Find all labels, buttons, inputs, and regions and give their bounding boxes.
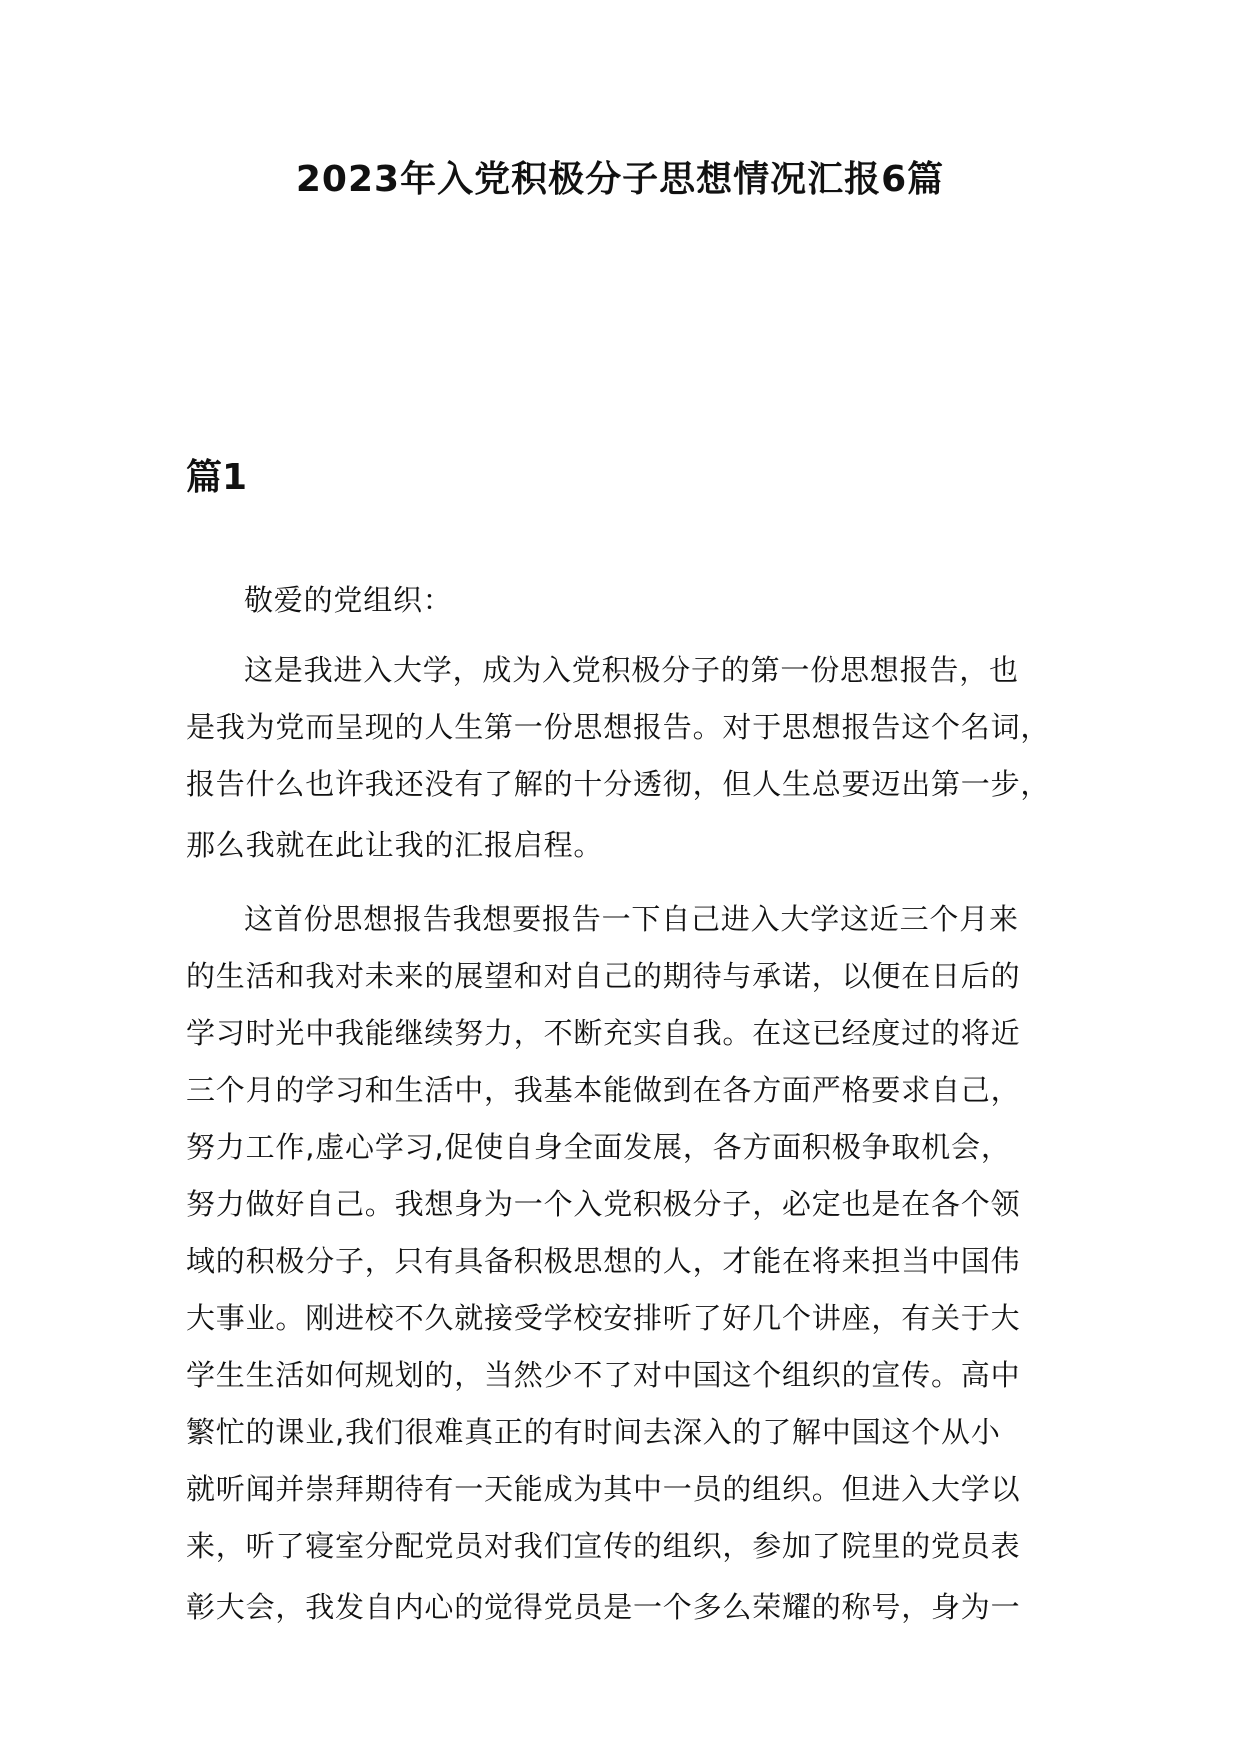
body-line: 学生生活如何规划的，当然少不了对中国这个组织的宣传。高中	[186, 1358, 1021, 1392]
salutation: 敬爱的党组织：	[244, 583, 453, 617]
section-heading: 篇1	[186, 457, 248, 498]
body-line: 三个月的学习和生活中，我基本能做到在各方面严格要求自己，	[186, 1073, 1021, 1107]
body-line: 这首份思想报告我想要报告一下自己进入大学这近三个月来	[244, 902, 1019, 936]
body-line: 报告什么也许我还没有了解的十分透彻，但人生总要迈出第一步，	[186, 767, 1051, 801]
body-line: 那么我就在此让我的汇报启程。	[186, 828, 604, 862]
body-line: 就听闻并崇拜期待有一天能成为其中一员的组织。但进入大学以	[186, 1472, 1021, 1506]
body-line: 彰大会，我发自内心的觉得党员是一个多么荣耀的称号，身为一	[186, 1590, 1021, 1624]
body-line: 这是我进入大学，成为入党积极分子的第一份思想报告，也	[244, 653, 1019, 687]
body-line: 域的积极分子，只有具备积极思想的人，才能在将来担当中国伟	[186, 1244, 1021, 1278]
body-line: 大事业。刚进校不久就接受学校安排听了好几个讲座，有关于大	[186, 1301, 1021, 1335]
body-line: 繁忙的课业,我们很难真正的有时间去深入的了解中国这个从小	[186, 1415, 1001, 1449]
body-line: 来，听了寝室分配党员对我们宣传的组织，参加了院里的党员表	[186, 1529, 1021, 1563]
body-line: 学习时光中我能继续努力，不断充实自我。在这已经度过的将近	[186, 1016, 1021, 1050]
body-line: 努力做好自己。我想身为一个入党积极分子，必定也是在各个领	[186, 1187, 1021, 1221]
body-line: 努力工作,虚心学习,促使自身全面发展，各方面积极争取机会，	[186, 1130, 1011, 1164]
body-line: 的生活和我对未来的展望和对自己的期待与承诺，以便在日后的	[186, 959, 1021, 993]
body-line: 是我为党而呈现的人生第一份思想报告。对于思想报告这个名词，	[186, 710, 1051, 744]
document-title: 2023年入党积极分子思想情况汇报6篇	[295, 159, 945, 200]
